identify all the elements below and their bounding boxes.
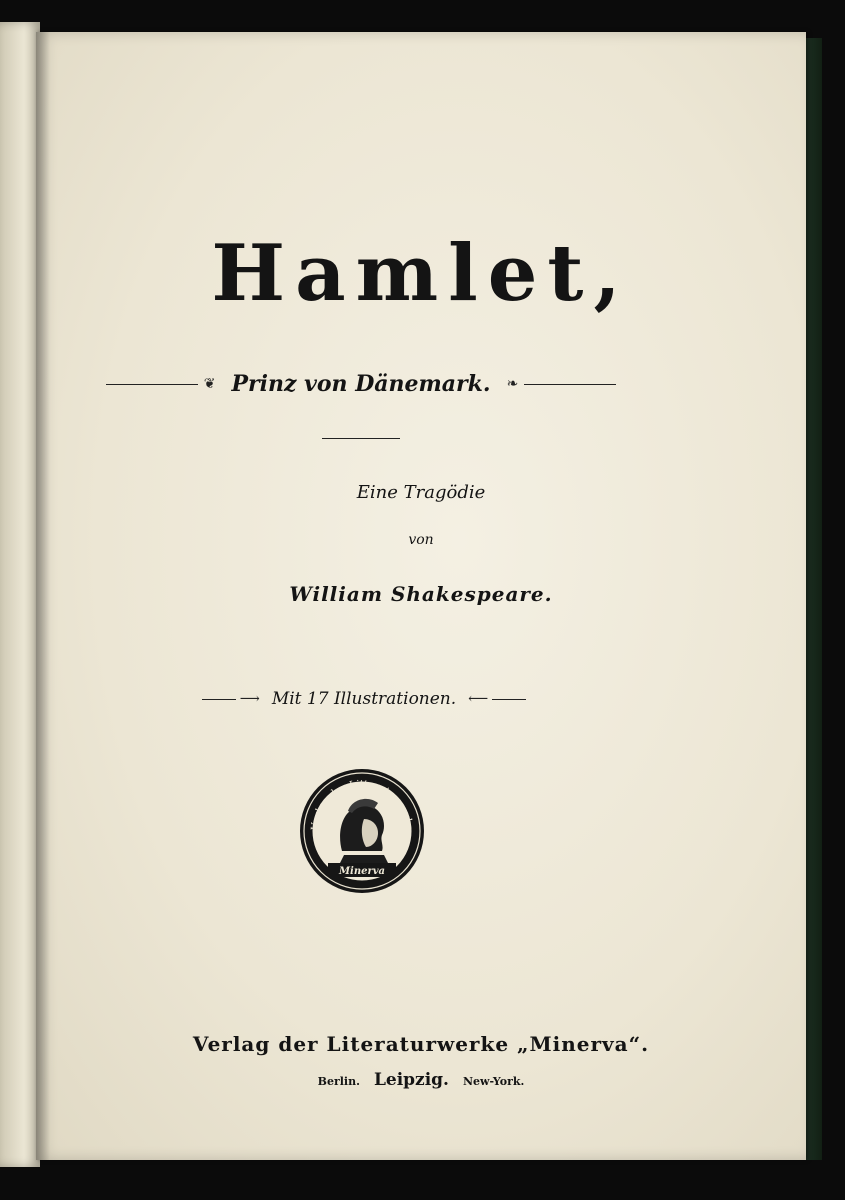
section-divider [322, 438, 400, 439]
genre-line: Eine Tragödie [356, 482, 486, 503]
subtitle-rule-left [106, 384, 198, 385]
publisher-cities [36, 1070, 806, 1090]
city-berlin: Berlin. [317, 1075, 360, 1088]
by-line: von [408, 532, 434, 548]
illustrations-rule-left [202, 699, 236, 700]
book-subtitle: Prinz von Dänemark. [231, 371, 491, 397]
left-arrow-icon: ⟵ [468, 691, 489, 707]
emblem-top-text: Verlag der Litteraturwerke [309, 778, 415, 831]
publisher-emblem [298, 767, 426, 895]
city-leipzig: Leipzig. [373, 1070, 449, 1090]
left-flourish-icon: ❦ [203, 376, 216, 392]
left-facing-page [0, 22, 40, 1167]
book-title: Hamlet, [211, 228, 631, 319]
page-gutter-shadow [36, 32, 50, 1160]
illustrations-row [194, 684, 534, 714]
emblem-bottom-text: Minerva [338, 866, 386, 877]
title-page [36, 32, 806, 1160]
right-flourish-icon: ❧ [506, 376, 519, 392]
illustrations-note: Mit 17 Illustrationen. [271, 689, 457, 709]
subtitle-rule-right [524, 384, 616, 385]
city-new-york: New-York. [462, 1075, 525, 1088]
right-arrow-icon: ⟶ [239, 691, 260, 707]
illustrations-rule-right [492, 699, 526, 700]
author-name: William Shakespeare. [289, 582, 553, 606]
publisher-name: Verlag der Literaturwerke „Minerva“. [192, 1032, 650, 1056]
subtitle-row [106, 364, 616, 404]
